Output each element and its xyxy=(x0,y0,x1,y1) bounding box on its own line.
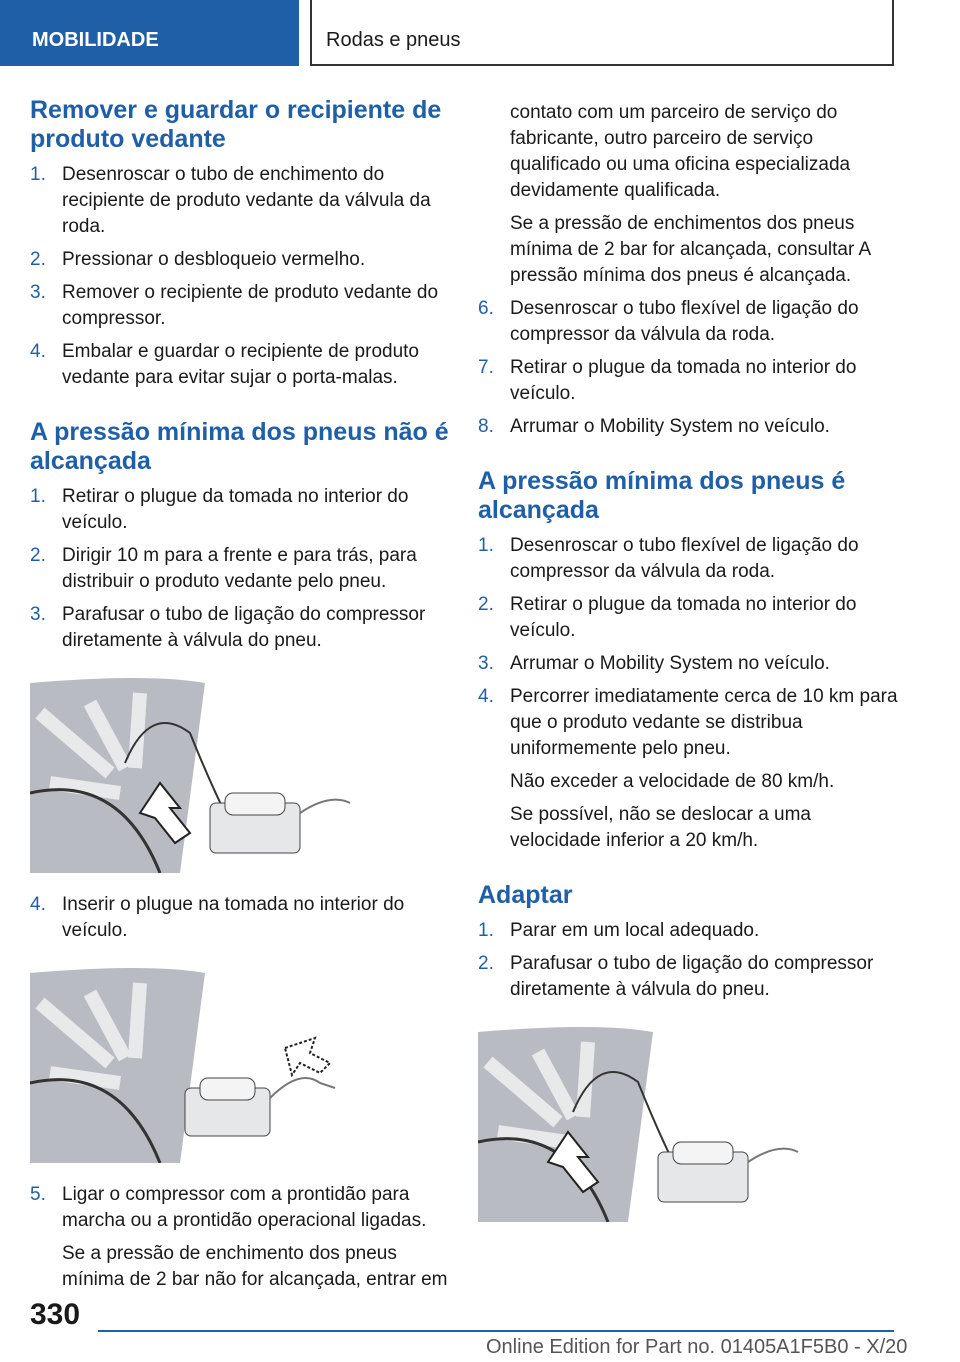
chapter-title: Rodas e pneus xyxy=(310,0,894,66)
steps-pressure-not-reached xyxy=(30,484,450,654)
steps-pressure-reached xyxy=(478,533,898,762)
left-column xyxy=(30,96,450,1300)
list-item: 2. Pressionar o desbloqueio vermelho. xyxy=(30,249,366,270)
list-item: 1. Parar em um local adequado. xyxy=(478,920,760,941)
list-item: 2. Retirar o plugue da tomada no interior do veículo. xyxy=(478,594,857,641)
steps-pressure-not-reached-cont2 xyxy=(30,1182,450,1234)
steps-continued xyxy=(478,296,898,440)
list-item: 8. Arrumar o Mobility System no veículo. xyxy=(478,416,830,437)
paragraph: Se a pressão de enchimento dos pneus mínima de 2 bar não for alcançada, entrar em xyxy=(62,1243,448,1290)
compressor-illustration-1 xyxy=(30,673,360,873)
list-item: 3. Arrumar o Mobility System no veículo. xyxy=(478,653,830,674)
steps-adapt xyxy=(478,918,898,1003)
list-item: 4. Embalar e guardar o recipiente de produto vedante para evitar sujar o porta-malas. xyxy=(30,341,420,388)
compressor-illustration-2 xyxy=(30,963,360,1163)
heading-adapt: Adaptar xyxy=(478,881,573,909)
steps-pressure-not-reached-cont xyxy=(30,892,450,944)
edition-note: Online Edition for Part no. 01405A1F5B0 - X/20 xyxy=(486,1336,908,1358)
page-number: 330 xyxy=(30,1298,81,1331)
footer-divider xyxy=(98,1330,894,1332)
list-item: 2. Parafusar o tubo de ligação do compressor diretamente à válvula do pneu. xyxy=(478,953,874,1000)
steps-remove xyxy=(30,162,450,391)
list-item: 3. Remover o recipiente de produto vedante do compressor. xyxy=(30,282,439,329)
paragraph: Se a pressão de enchimentos dos pneus mínima de 2 bar for alcançada, consultar A pressão mínima dos pneus é alcançada. xyxy=(510,213,871,286)
list-item: 1. Retirar o plugue da tomada no interior do veículo. xyxy=(30,486,409,533)
list-item: 6. Desenroscar o tubo flexível de ligação do compressor da válvula da roda. xyxy=(478,298,859,345)
list-item: 1. Desenroscar o tubo de enchimento do recipiente de produto vedante da válvula da roda. xyxy=(30,164,431,237)
heading-pressure-not-reached: A pressão mínima dos pneus não é alcançada xyxy=(30,418,449,475)
heading-pressure-reached: A pressão mínima dos pneus é alcançada xyxy=(478,467,846,524)
paragraph: contato com um parceiro de serviço do fabricante, outro parceiro de serviço qualificado ou uma oficina especializada devidamente qualificada. xyxy=(510,102,851,201)
list-item: 5. Ligar o compressor com a prontidão para marcha ou a prontidão operacional ligadas. xyxy=(30,1184,427,1231)
list-item: 4. Percorrer imediatamente cerca de 10 km para que o produto vedante se distribua uniformemente pelo pneu. xyxy=(478,686,898,759)
heading-remove-container: Remover e guardar o recipiente de produto vedante xyxy=(30,96,442,153)
section-tab: MOBILIDADE xyxy=(0,0,299,66)
list-item: 7. Retirar o plugue da tomada no interior do veículo. xyxy=(478,357,857,404)
list-item: 3. Parafusar o tubo de ligação do compressor diretamente à válvula do pneu. xyxy=(30,604,426,651)
paragraph: Não exceder a velocidade de 80 km/h. xyxy=(510,771,835,792)
list-item: 2. Dirigir 10 m para a frente e para trás, para distribuir o produto vedante pelo pneu. xyxy=(30,545,417,592)
list-item: 1. Desenroscar o tubo flexível de ligação do compressor da válvula da roda. xyxy=(478,535,859,582)
list-item: 4. Inserir o plugue na tomada no interior do veículo. xyxy=(30,894,405,941)
paragraph: Se possível, não se deslocar a uma velocidade inferior a 20 km/h. xyxy=(510,804,812,851)
right-column xyxy=(478,100,898,1241)
compressor-illustration-3 xyxy=(478,1022,808,1222)
